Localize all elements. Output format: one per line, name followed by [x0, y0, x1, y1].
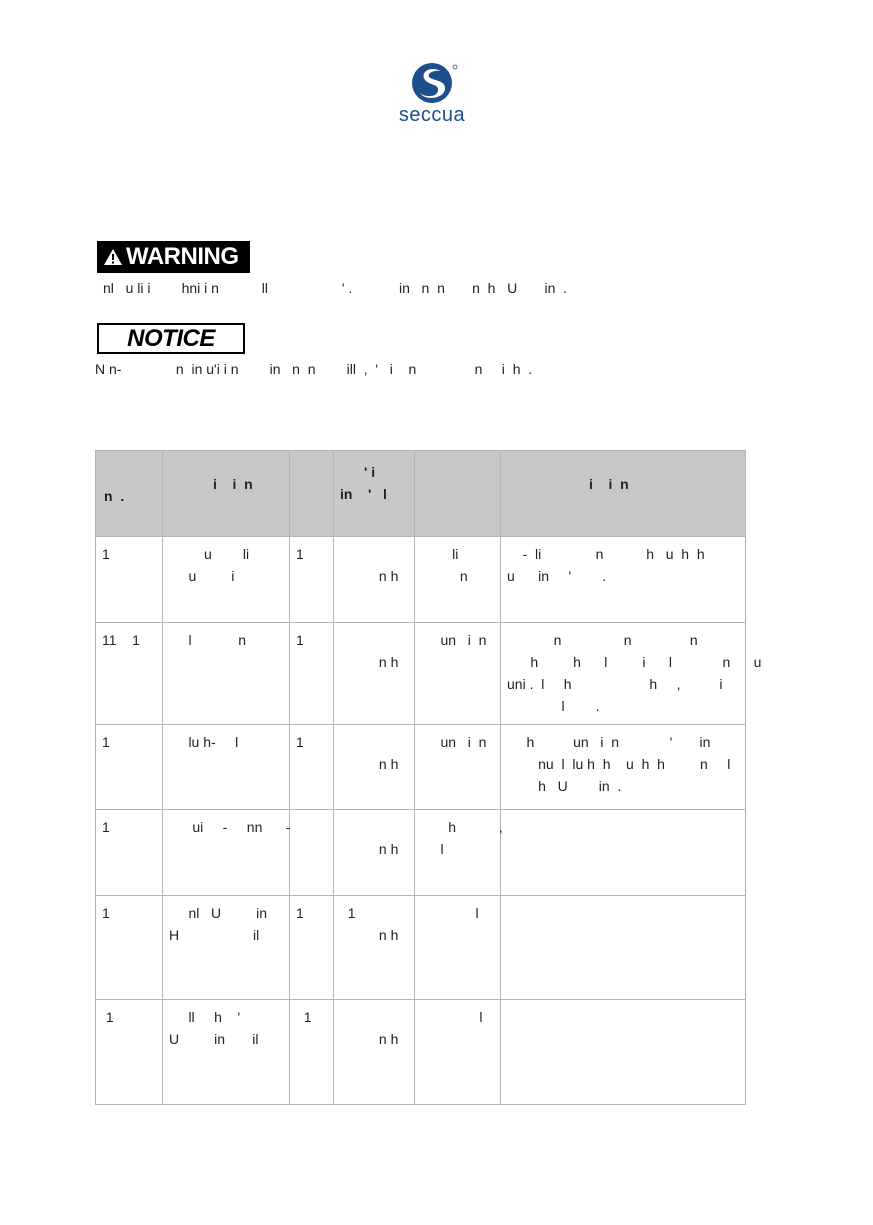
cell-text: ll h ' [169, 1009, 241, 1025]
cell-text: un i n [421, 632, 487, 648]
cell-type [415, 725, 501, 810]
table-row [96, 537, 746, 623]
parts-table [95, 450, 762, 1105]
cell-number [96, 1000, 163, 1105]
cell-notes [501, 537, 746, 623]
cell-size [334, 1000, 415, 1105]
header-cell-qty [290, 451, 334, 537]
warning-triangle-icon [103, 248, 123, 266]
cell-type [415, 537, 501, 623]
header-cell-type [415, 451, 501, 537]
cell-size [334, 725, 415, 810]
cell-description [163, 623, 290, 725]
notice-text: N n- n in u'i i n in n n ill , ' i n n i h . [95, 361, 533, 377]
cell-text: l . [507, 698, 600, 714]
brand-wordmark: seccua [398, 104, 466, 124]
header-cell-notes: i i n [501, 451, 746, 537]
cell-type [415, 623, 501, 725]
cell-text: 1 [296, 632, 304, 648]
cell-text: 1 [102, 734, 110, 750]
cell-notes [501, 623, 762, 725]
cell-text: 1 [296, 905, 304, 921]
cell-description [163, 725, 290, 810]
cell-text: u li [169, 546, 250, 562]
table-row [96, 623, 746, 725]
cell-text: u in ' . [507, 568, 607, 584]
cell-text: 1 [296, 1009, 312, 1025]
cell-number [96, 896, 163, 1000]
cell-text: h h l i l n u [507, 654, 762, 670]
cell-number [96, 623, 163, 725]
cell-text: nu l lu h h u h h n l [507, 756, 731, 772]
cell-text: n h [340, 1031, 399, 1047]
cell-text: 1 [340, 905, 356, 921]
cell-description [163, 1000, 290, 1105]
cell-text: - li n h u h h [507, 546, 705, 562]
seccua-logo [386, 62, 478, 124]
cell-text: 1 [102, 546, 110, 562]
cell-text: n h [340, 568, 399, 584]
cell-text: 1 [102, 905, 110, 921]
cell-text: l n [169, 632, 247, 648]
cell-text: n h [340, 841, 399, 857]
table-header-row [96, 451, 746, 537]
notice-badge: NOTICE [97, 323, 245, 354]
cell-text: uni . l h h , i [507, 676, 723, 692]
table-row [96, 810, 746, 896]
cell-text: n h [340, 756, 399, 772]
cell-text: 11 1 [102, 632, 140, 648]
cell-description [163, 896, 290, 1000]
cell-notes [501, 896, 746, 1000]
cell-qty [290, 810, 334, 896]
cell-text: n h [340, 654, 399, 670]
table-row [96, 896, 746, 1000]
cell-notes [501, 725, 746, 810]
cell-description [163, 537, 290, 623]
cell-text: h U in . [507, 778, 622, 794]
cell-qty [290, 623, 334, 725]
warning-badge [97, 241, 250, 273]
cell-text: 1 [296, 734, 304, 750]
cell-text: 1 [102, 1009, 114, 1025]
cell-qty [290, 1000, 334, 1105]
cell-text: li [421, 546, 459, 562]
cell-text: lu h- l [169, 734, 239, 750]
cell-text: nl U in [169, 905, 268, 921]
cell-text: h , [421, 819, 503, 835]
cell-type [415, 896, 501, 1000]
cell-text: 1 [102, 819, 110, 835]
cell-text: l [421, 905, 479, 921]
cell-text: un i n [421, 734, 487, 750]
header-cell-size: ' i in ' l [334, 451, 415, 537]
cell-text: H il [169, 927, 260, 943]
cell-size [334, 623, 415, 725]
cell-text: h un i n ' in [507, 734, 711, 750]
cell-qty [290, 537, 334, 623]
cell-text: n n n [507, 632, 698, 648]
cell-notes [501, 810, 746, 896]
warning-badge-label: WARNING [126, 243, 239, 270]
cell-text: n [421, 568, 468, 584]
cell-notes [501, 1000, 746, 1105]
header-cell-description: i i n [163, 451, 290, 537]
cell-qty [290, 725, 334, 810]
cell-type [415, 1000, 501, 1105]
cell-description [163, 810, 290, 896]
cell-size [334, 537, 415, 623]
cell-text: U in il [169, 1031, 259, 1047]
cell-text: l [421, 1009, 483, 1025]
cell-type [415, 810, 501, 896]
cell-qty [290, 896, 334, 1000]
cell-size [334, 810, 415, 896]
table-row [96, 1000, 746, 1105]
cell-text: n h [340, 927, 399, 943]
cell-text: u i [169, 568, 235, 584]
cell-text: ui - nn - [169, 819, 291, 835]
header-cell-number: n . [96, 451, 163, 537]
cell-number [96, 725, 163, 810]
cell-text: 1 [296, 546, 304, 562]
cell-size [334, 896, 415, 1000]
cell-number [96, 810, 163, 896]
warning-text: nl u li i hni i n ll ' . in n n n h U in . [103, 280, 568, 296]
cell-number [96, 537, 163, 623]
cell-text: l [421, 841, 444, 857]
table-row [96, 725, 746, 810]
